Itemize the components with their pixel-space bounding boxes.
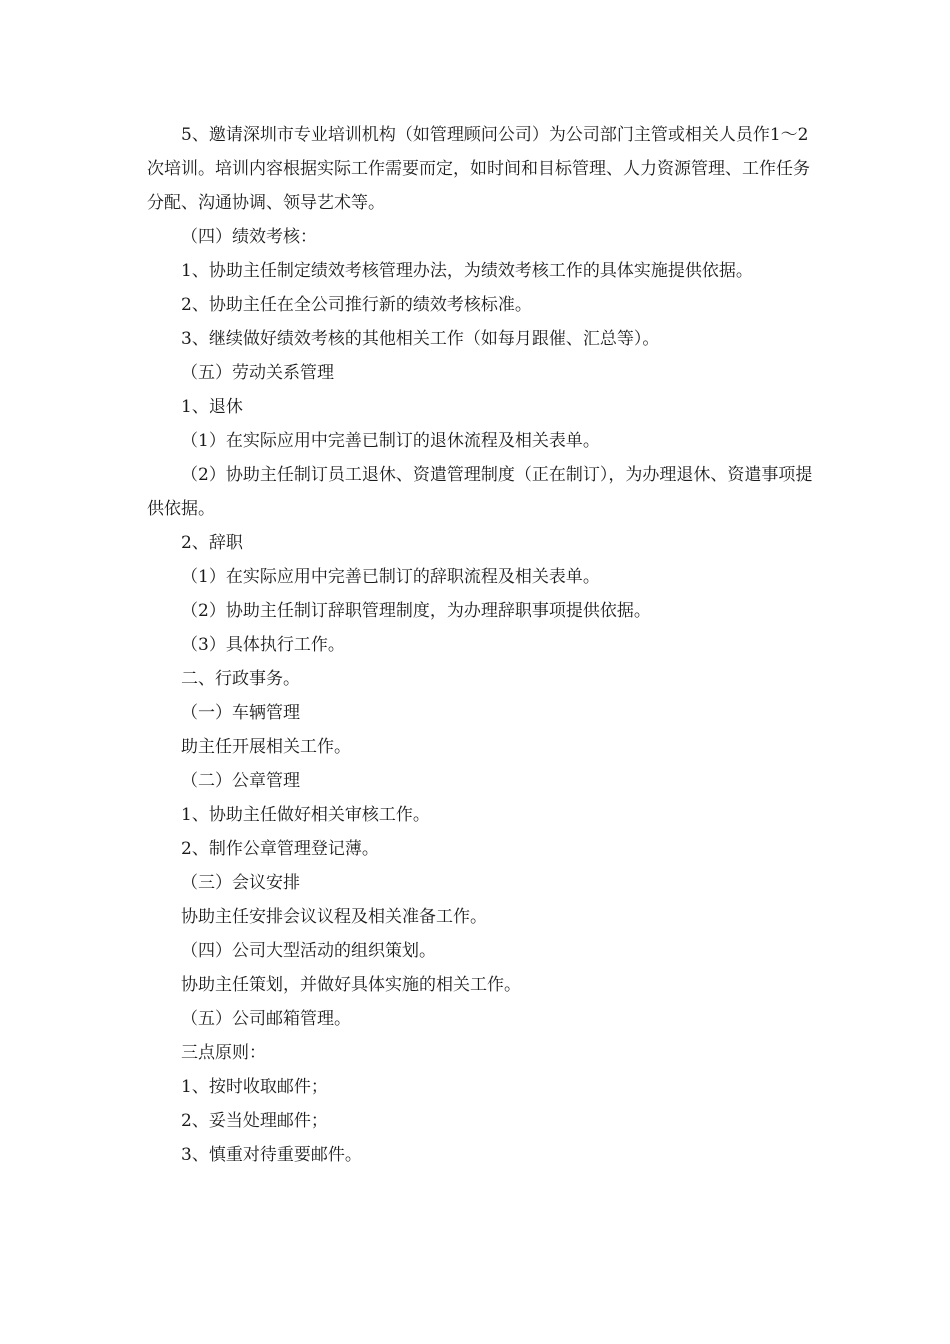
paragraph: （1）在实际应用中完善已制订的辞职流程及相关表单。 [181,567,600,587]
heading-admin-affairs: 二、行政事务。 [181,669,300,689]
paragraph-training: 5、邀请深圳市专业培训机构（如管理顾问公司）为公司部门主管或相关人员作1～2次培训。培训内容根据实际工作需要而定，如时间和目标管理、人力资源管理、工作任务分配、沟通协调、领导艺术等。 [147,125,810,213]
heading-mailbox-management: （五）公司邮箱管理。 [181,1009,351,1029]
paragraph: 1、协助主任做好相关审核工作。 [181,805,430,825]
paragraph: （2）协助主任制订员工退休、资遣管理制度（正在制订），为办理退休、资遣事项提供依据。 [147,465,813,519]
heading-seal-management: （二）公章管理 [181,771,300,791]
paragraph: 2、协助主任在全公司推行新的绩效考核标准。 [181,295,532,315]
paragraph: 三点原则： [181,1043,266,1063]
list-item: 3、慎重对待重要邮件。 [181,1145,362,1165]
paragraph: 协助主任安排会议议程及相关准备工作。 [181,907,487,927]
paragraph: （2）协助主任制订辞职管理制度，为办理辞职事项提供依据。 [181,601,651,621]
paragraph: 助主任开展相关工作。 [181,737,351,757]
paragraph: 2、制作公章管理登记薄。 [181,839,379,859]
paragraph: 1、协助主任制定绩效考核管理办法，为绩效考核工作的具体实施提供依据。 [181,261,753,281]
heading-vehicle-management: （一）车辆管理 [181,703,300,723]
list-item: 2、妥当处理邮件； [181,1111,328,1131]
subheading-retirement: 1、退休 [181,397,243,417]
subheading-resignation: 2、辞职 [181,533,243,553]
heading-labor-relations: （五）劳动关系管理 [181,363,334,383]
heading-performance: （四）绩效考核： [181,227,317,247]
heading-event-planning: （四）公司大型活动的组织策划。 [181,941,436,961]
list-item: 1、按时收取邮件； [181,1077,328,1097]
paragraph: 3、继续做好绩效考核的其他相关工作（如每月跟催、汇总等）。 [181,329,660,349]
paragraph: 协助主任策划，并做好具体实施的相关工作。 [181,975,521,995]
document-body [147,118,822,1172]
heading-meeting-arrangement: （三）会议安排 [181,873,300,893]
paragraph: （3）具体执行工作。 [181,635,345,655]
paragraph: （1）在实际应用中完善已制订的退休流程及相关表单。 [181,431,600,451]
